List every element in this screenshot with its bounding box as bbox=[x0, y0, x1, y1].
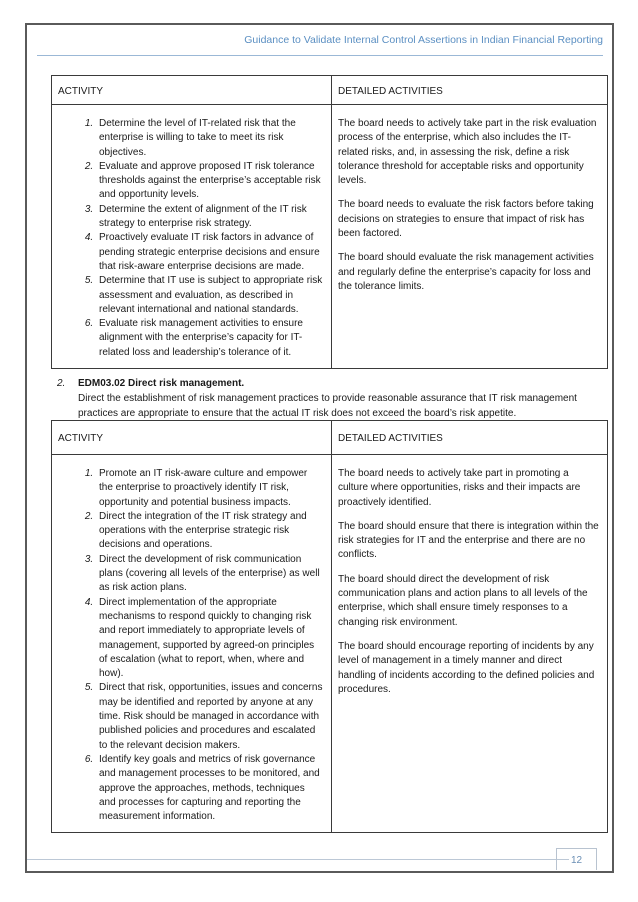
table2-activities-cell bbox=[52, 455, 332, 833]
detail-paragraph: The board should direct the development of risk communication plans and action plans to all levels of the enterprise, which shall ensure timely responses to a changing risk environment. bbox=[338, 573, 588, 628]
detail-paragraph: The board should evaluate the risk management activities and regularly define the enterprise’s capacity for loss and the tolerance limits. bbox=[338, 252, 594, 292]
list-item: 4. Proactively evaluate IT risk factors in advance of pending strategic enterprise decisions and ensure that risk-aware enterprise decisions are made. bbox=[96, 231, 323, 274]
list-item: 6. Evaluate risk management activities to ensure alignment with the enterprise’s capacity for IT-related loss and leadership’s tolerance of it. bbox=[96, 317, 323, 360]
activity-table-1 bbox=[51, 75, 608, 369]
section-description: Direct the establishment of risk management practices to provide reasonable assurance that IT risk management practices are appropriate to ensure that the actual IT risk does not exceed the board’s risk appetite. bbox=[78, 393, 577, 419]
table1-activity-list bbox=[58, 117, 323, 360]
list-item: 1. Promote an IT risk-aware culture and empower the enterprise to proactively identify IT risk, opportunity and potential business impacts. bbox=[96, 467, 323, 510]
list-item: 2. Direct the integration of the IT risk strategy and operations with the enterprise strategic risk decisions and operations. bbox=[96, 510, 323, 553]
header-divider bbox=[37, 55, 603, 56]
list-item: 5. Determine that IT use is subject to appropriate risk assessment and evaluation, as described in relevant international and national standards. bbox=[96, 274, 323, 317]
list-item: 2. Evaluate and approve proposed IT risk tolerance thresholds against the enterprise’s acceptable risk and opportunity levels. bbox=[96, 160, 323, 203]
detail-paragraph: The board needs to actively take part in the risk evaluation process of the enterprise, which also includes the IT-related risks, and, in assessing the risk, define a risk tolerance threshold for acceptable risks and opportunity levels. bbox=[338, 118, 597, 187]
table1-header-detailed: DETAILED ACTIVITIES bbox=[332, 76, 608, 105]
table1-header-activity: ACTIVITY bbox=[52, 76, 332, 105]
detail-paragraph: The board needs to actively take part in promoting a culture where opportunities, risks and their impacts are proactively identified. bbox=[338, 468, 581, 508]
table1-activities-cell bbox=[52, 105, 332, 369]
activity-table-2 bbox=[51, 420, 608, 833]
table2-header-activity: ACTIVITY bbox=[52, 421, 332, 455]
list-item: 5. Direct that risk, opportunities, issues and concerns may be identified and reported by anyone at any time. Risk should be managed in accordance with published policies and procedures and escalated to the relevant decision makers. bbox=[96, 681, 323, 752]
detail-paragraph: The board needs to evaluate the risk factors before taking decisions on strategies to ensure that impact of risk has been factored. bbox=[338, 199, 594, 240]
section-number: 2. bbox=[57, 378, 66, 389]
list-item: 3. Direct the development of risk communication plans (covering all levels of the enterprise) as well as risk action plans. bbox=[96, 553, 323, 596]
detail-paragraph: The board should encourage reporting of incidents by any level of management in a timely manner and direct handling of incidents according to the defined policies and procedures. bbox=[338, 640, 595, 695]
page-number: 12 bbox=[556, 848, 597, 870]
table2-header-detailed: DETAILED ACTIVITIES bbox=[332, 421, 608, 455]
list-item: 6. Identify key goals and metrics of risk governance and management processes to be monitored, and approve the approaches, methods, techniques and processes for capturing and reporting the measurement information. bbox=[96, 753, 323, 824]
table1-details-cell bbox=[332, 105, 608, 369]
list-item: 3. Determine the extent of alignment of the IT risk strategy to enterprise risk strategy. bbox=[96, 203, 323, 232]
running-header: Guidance to Validate Internal Control Assertions in Indian Financial Reporting bbox=[244, 34, 603, 46]
table2-activity-list bbox=[58, 467, 323, 824]
list-item: 4. Direct implementation of the appropriate mechanisms to respond quickly to changing risk and report immediately to appropriate levels of management, supported by agreed-on principles of escalation (what to report, when, where and how). bbox=[96, 596, 323, 682]
footer-divider bbox=[27, 859, 569, 860]
list-item: 1. Determine the level of IT-related risk that the enterprise is willing to take to meet its risk objectives. bbox=[96, 117, 323, 160]
section-title: EDM03.02 Direct risk management. bbox=[78, 378, 245, 389]
table2-details-cell bbox=[332, 455, 608, 833]
detail-paragraph: The board should ensure that there is integration within the risk strategies for IT and the enterprise and there are no conflicts. bbox=[338, 520, 599, 561]
